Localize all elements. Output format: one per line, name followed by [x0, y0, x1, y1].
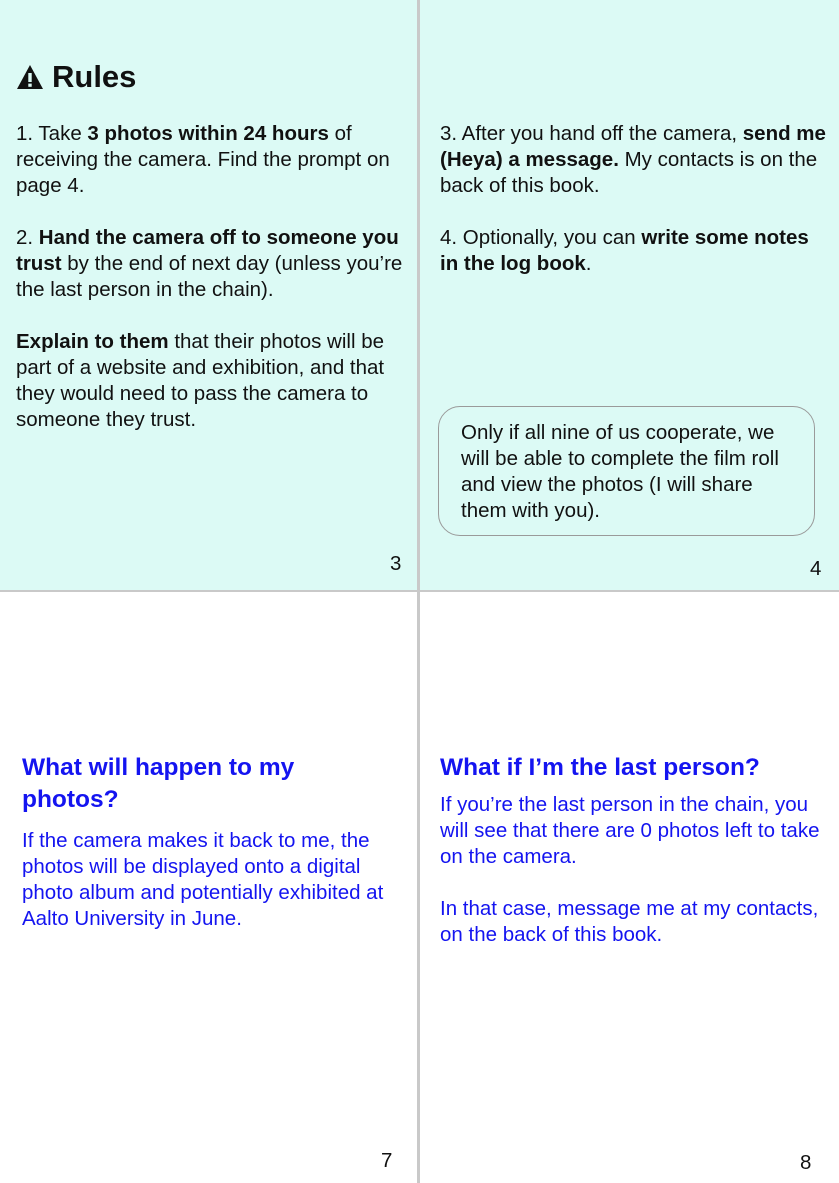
page-number: 4: [810, 557, 822, 580]
warning-icon: [16, 64, 44, 90]
page-3: [0, 0, 418, 592]
page-title: Rules: [52, 59, 137, 94]
rules-heading: [16, 58, 136, 96]
paragraph-2: In that case, message me at my contacts, on the back of this book.: [440, 897, 819, 946]
section-body: If the camera makes it back to me, the photos will be displayed onto a digital photo album and potentially exhibited at Aalto University in June.: [22, 829, 384, 930]
rule-item-3: 3. After you hand off the camera, send me (Heya) a message. My contacts is on the back of this book.: [440, 122, 826, 197]
rules-list-left: [16, 121, 408, 433]
page-number: 8: [800, 1151, 812, 1174]
rule-item-2: 2. Hand the camera off to someone you trust by the end of next day (unless you’re the last person in the chain).: [16, 226, 403, 301]
page-8: [420, 592, 839, 1183]
section-heading: What will happen to my photos?: [22, 754, 295, 813]
page-divider-horizontal: [0, 590, 839, 592]
page-number: 7: [381, 1149, 393, 1172]
section-body: [440, 792, 825, 974]
page-number: 3: [390, 552, 402, 575]
explain-paragraph: Explain to them that their photos will be part of a website and exhibition, and that they would need to pass the camera to someone they trust.: [16, 330, 385, 431]
page-7: [0, 592, 418, 1183]
rule-item-1: 1. Take 3 photos within 24 hours of receiving the camera. Find the prompt on page 4.: [16, 122, 390, 197]
rules-list-right: [440, 121, 832, 277]
paragraph-1: If you’re the last person in the chain, you will see that there are 0 photos left to take on the camera.: [440, 793, 820, 868]
section-heading: What if I’m the last person?: [440, 754, 760, 781]
cooperation-callout: Only if all nine of us cooperate, we will be able to complete the film roll and view the photos (I will share them with you).: [438, 406, 815, 536]
rule-item-4: 4. Optionally, you can write some notes in the log book.: [440, 226, 809, 275]
